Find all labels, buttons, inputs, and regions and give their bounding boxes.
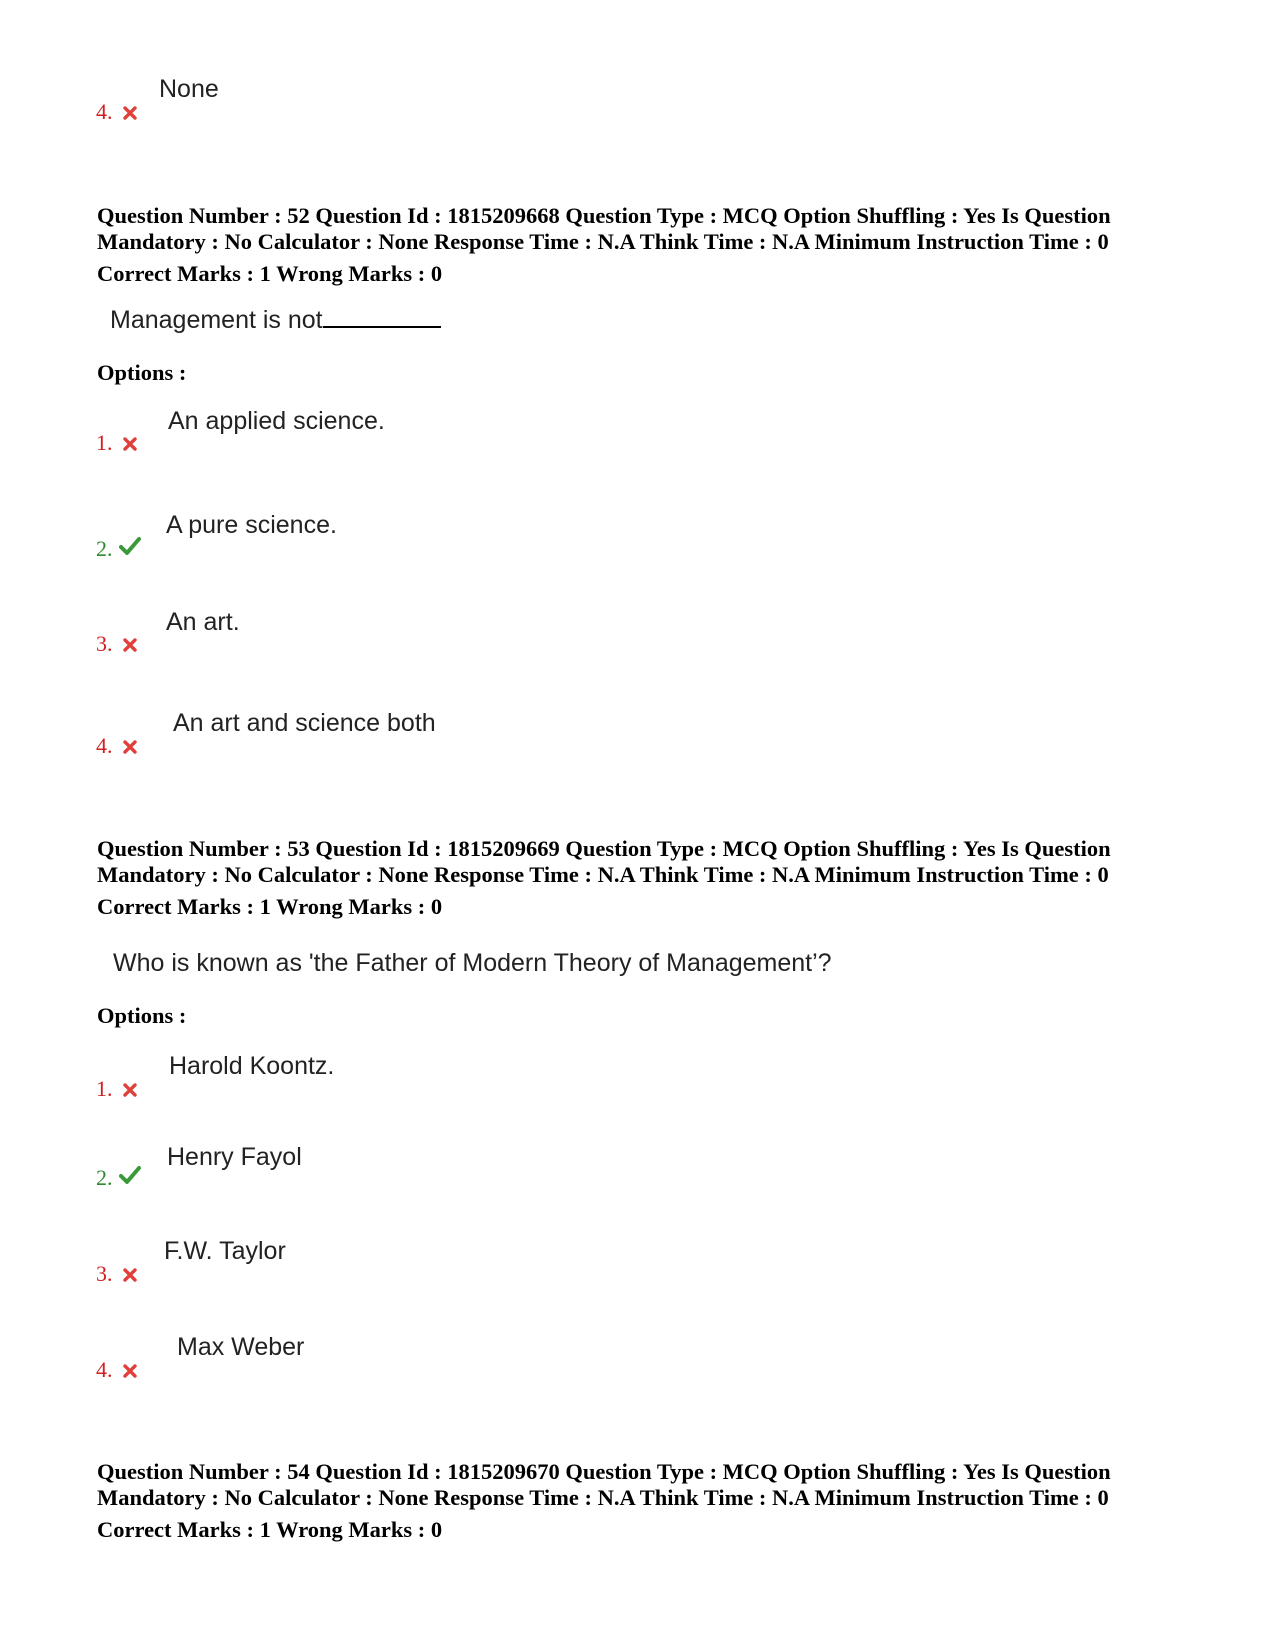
cross-icon bbox=[121, 636, 139, 654]
option-text: An applied science. bbox=[168, 407, 385, 435]
question-marks: Correct Marks : 1 Wrong Marks : 0 bbox=[97, 261, 443, 286]
option-text: None bbox=[159, 75, 219, 103]
answer-blank bbox=[323, 306, 441, 328]
question-meta: Question Number : 53 Question Id : 1815209669 Question Type : MCQ Option Shuffling : Yes Is Question Mandatory : No Calculator : None Response Time : N.A Think Time : N.A Minimum Instruction Time : 0 bbox=[97, 836, 1111, 887]
option-number: 2. bbox=[96, 536, 113, 561]
check-icon bbox=[119, 536, 141, 556]
option-text: A pure science. bbox=[166, 511, 337, 539]
question-meta: Question Number : 54 Question Id : 1815209670 Question Type : MCQ Option Shuffling : Yes Is Question Mandatory : No Calculator : None Response Time : N.A Think Time : N.A Minimum Instruction Time : 0 bbox=[97, 1459, 1111, 1510]
options-label: Options : bbox=[97, 1003, 187, 1028]
option-number: 1. bbox=[96, 430, 113, 455]
cross-icon bbox=[121, 1362, 139, 1380]
cross-icon bbox=[121, 435, 139, 453]
cross-icon bbox=[121, 1081, 139, 1099]
option-text: F.W. Taylor bbox=[164, 1237, 286, 1265]
option-text: An art and science both bbox=[173, 709, 436, 737]
question-meta: Question Number : 52 Question Id : 1815209668 Question Type : MCQ Option Shuffling : Yes Is Question Mandatory : No Calculator : None Response Time : N.A Think Time : N.A Minimum Instruction Time : 0 bbox=[97, 203, 1111, 254]
cross-icon bbox=[121, 1266, 139, 1284]
option-number: 1. bbox=[96, 1076, 113, 1101]
question-marks: Correct Marks : 1 Wrong Marks : 0 bbox=[97, 1517, 443, 1542]
option-number: 3. bbox=[96, 1261, 113, 1286]
options-label: Options : bbox=[97, 360, 187, 385]
cross-icon bbox=[121, 738, 139, 756]
cross-icon bbox=[121, 104, 139, 122]
question-text: Who is known as 'the Father of Modern Theory of Management’? bbox=[113, 949, 832, 977]
option-text: An art. bbox=[166, 608, 240, 636]
question-text: Management is not bbox=[110, 305, 441, 335]
option-number: 2. bbox=[96, 1165, 113, 1190]
check-icon bbox=[119, 1165, 141, 1185]
option-number: 3. bbox=[96, 631, 113, 656]
option-number: 4. bbox=[96, 733, 113, 758]
option-text: Harold Koontz. bbox=[169, 1052, 335, 1080]
option-number: 4. bbox=[96, 99, 113, 124]
option-text: Henry Fayol bbox=[167, 1143, 302, 1171]
question-marks: Correct Marks : 1 Wrong Marks : 0 bbox=[97, 894, 443, 919]
option-text: Max Weber bbox=[177, 1333, 305, 1361]
option-number: 4. bbox=[96, 1357, 113, 1382]
